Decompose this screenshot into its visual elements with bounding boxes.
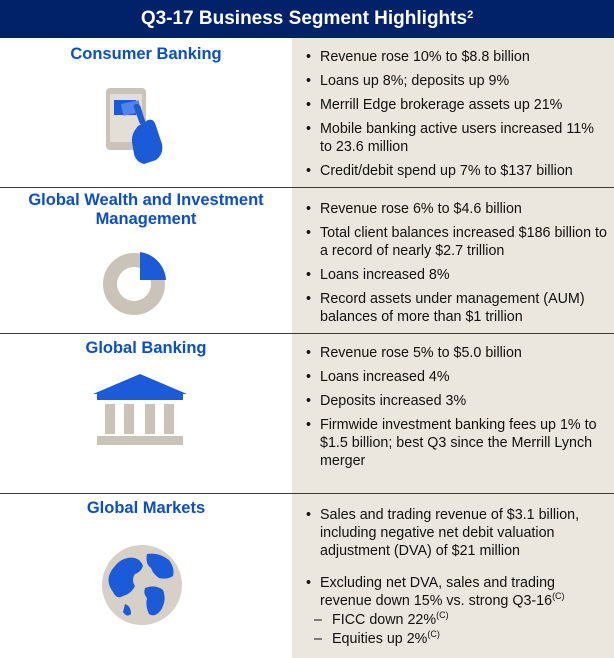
title-footnote: 2	[467, 9, 474, 21]
segment-consumer-banking	[0, 38, 614, 188]
bullet-item: • Sales and trading revenue of $3.1 billion, including negative net debit valuation adjustment (DVA) of $21 million	[300, 506, 608, 560]
bullet-item: • Firmwide investment banking fees up 1% to $1.5 billion; best Q3 since the Merrill Lynch merger	[300, 416, 608, 470]
segment-title: Consumer Banking	[70, 45, 222, 63]
segment-title: Global Wealth and Investment Management	[28, 191, 264, 228]
bullet-item	[300, 574, 608, 649]
bullet-item: • Loans increased 4%	[300, 368, 608, 386]
bank-building-icon	[93, 374, 187, 448]
page-title: Q3-17 Business Segment Highlights	[140, 8, 468, 29]
bullet-item: • Revenue rose 5% to $5.0 billion	[300, 344, 608, 362]
sub-item-ficc	[314, 611, 608, 630]
segment-gwim	[0, 188, 614, 334]
sub-item-text: FICC down 22%	[332, 612, 437, 628]
bullet-item: • Credit/debit spend up 7% to $137 billion	[300, 162, 608, 180]
bullet-item: • Revenue rose 10% to $8.8 billion	[300, 48, 608, 66]
footnote-marker: (C)	[436, 610, 449, 620]
page-header	[0, 0, 614, 38]
bullet-item: • Loans increased 8%	[300, 266, 608, 284]
sub-item-equities	[314, 630, 608, 649]
bullet-list	[300, 506, 608, 655]
bullet-item: • Loans up 8%; deposits up 9%	[300, 72, 608, 90]
bullet-list	[300, 344, 608, 476]
sub-item-text: Equities up 2%	[332, 631, 428, 647]
bullet-item: • Mobile banking active users increased 11% to 23.6 million	[300, 120, 608, 156]
bullet-text: Excluding net DVA, sales and trading revenue down 15% vs. strong Q3-16	[320, 575, 555, 609]
footnote-marker: (C)	[427, 629, 440, 639]
segment-global-markets	[0, 494, 614, 658]
segment-global-banking	[0, 334, 614, 494]
footnote-marker: (C)	[552, 591, 565, 601]
bullet-item: • Merrill Edge brokerage assets up 21%	[300, 96, 608, 114]
bullet-item: • Revenue rose 6% to $4.6 billion	[300, 200, 608, 218]
bullet-item: • Record assets under management (AUM) balances of more than $1 trillion	[300, 290, 608, 326]
mobile-banking-icon	[98, 82, 172, 164]
segment-title: Global Banking	[85, 339, 207, 357]
bullet-list	[300, 200, 608, 332]
bullet-item: • Total client balances increased $186 billion to a record of nearly $2.7 trillion	[300, 224, 608, 260]
dash-marker: –	[314, 631, 322, 647]
donut-chart-icon	[98, 246, 170, 318]
segment-title: Global Markets	[86, 499, 206, 517]
bullet-item: • Deposits increased 3%	[300, 392, 608, 410]
bullet-list	[300, 48, 608, 186]
dash-marker: –	[314, 612, 322, 628]
globe-icon	[101, 544, 183, 626]
